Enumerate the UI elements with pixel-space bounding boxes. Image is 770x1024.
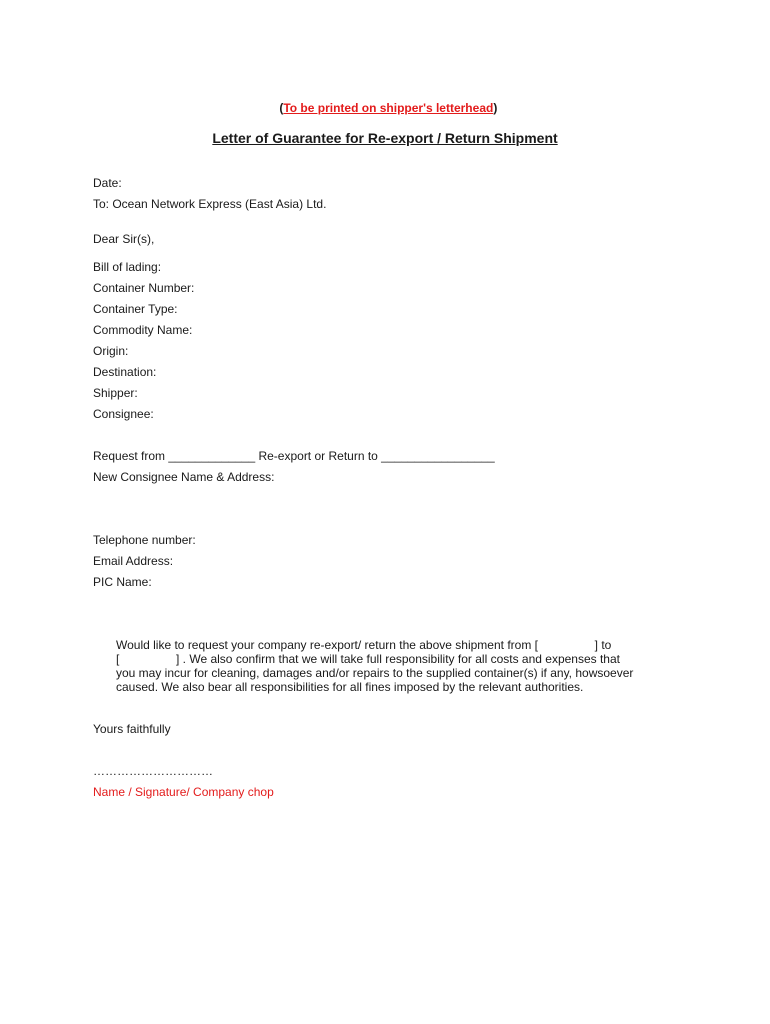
field-destination: Destination: bbox=[93, 365, 157, 379]
telephone-label: Telephone number: bbox=[93, 533, 196, 547]
field-shipper: Shipper: bbox=[93, 386, 138, 400]
field-origin: Origin: bbox=[93, 344, 129, 358]
field-container-number: Container Number: bbox=[93, 281, 195, 295]
note-open-paren: ( bbox=[279, 101, 284, 115]
request-paragraph-line-2: [ ] . We also confirm that we will take full responsibility for all costs and expenses that bbox=[116, 652, 620, 666]
pic-name-label: PIC Name: bbox=[93, 575, 152, 589]
email-label: Email Address: bbox=[93, 554, 174, 568]
signature-label: Name / Signature/ Company chop bbox=[93, 785, 274, 799]
field-bill-of-lading: Bill of lading: bbox=[93, 260, 162, 274]
letterhead-note bbox=[0, 87, 770, 115]
letter-title: Letter of Guarantee for Re-export / Return Shipment bbox=[212, 130, 558, 146]
recipient-line: To: Ocean Network Express (East Asia) Ltd. bbox=[93, 197, 327, 211]
request-paragraph-line-3: you may incur for cleaning, damages and/or repairs to the supplied container(s) if any, howsoever bbox=[116, 666, 634, 680]
request-paragraph-line-1: Would like to request your company re-export/ return the above shipment from [ ] to bbox=[116, 638, 612, 652]
field-container-type: Container Type: bbox=[93, 302, 178, 316]
date-label: Date: bbox=[93, 176, 122, 190]
closing: Yours faithfully bbox=[93, 722, 171, 736]
request-paragraph-line-4: caused. We also bear all responsibilities for all fines imposed by the relevant authorities. bbox=[116, 680, 584, 694]
field-commodity-name: Commodity Name: bbox=[93, 323, 193, 337]
signature-line: ………………………… bbox=[93, 764, 213, 778]
salutation: Dear Sir(s), bbox=[93, 232, 155, 246]
new-consignee-label: New Consignee Name & Address: bbox=[93, 470, 275, 484]
note-close-paren: ) bbox=[493, 101, 498, 115]
request-line: Request from _____________ Re-export or Return to _________________ bbox=[93, 449, 495, 463]
letterhead-note-text: To be printed on shipper's letterhead bbox=[283, 101, 494, 115]
field-consignee: Consignee: bbox=[93, 407, 154, 421]
